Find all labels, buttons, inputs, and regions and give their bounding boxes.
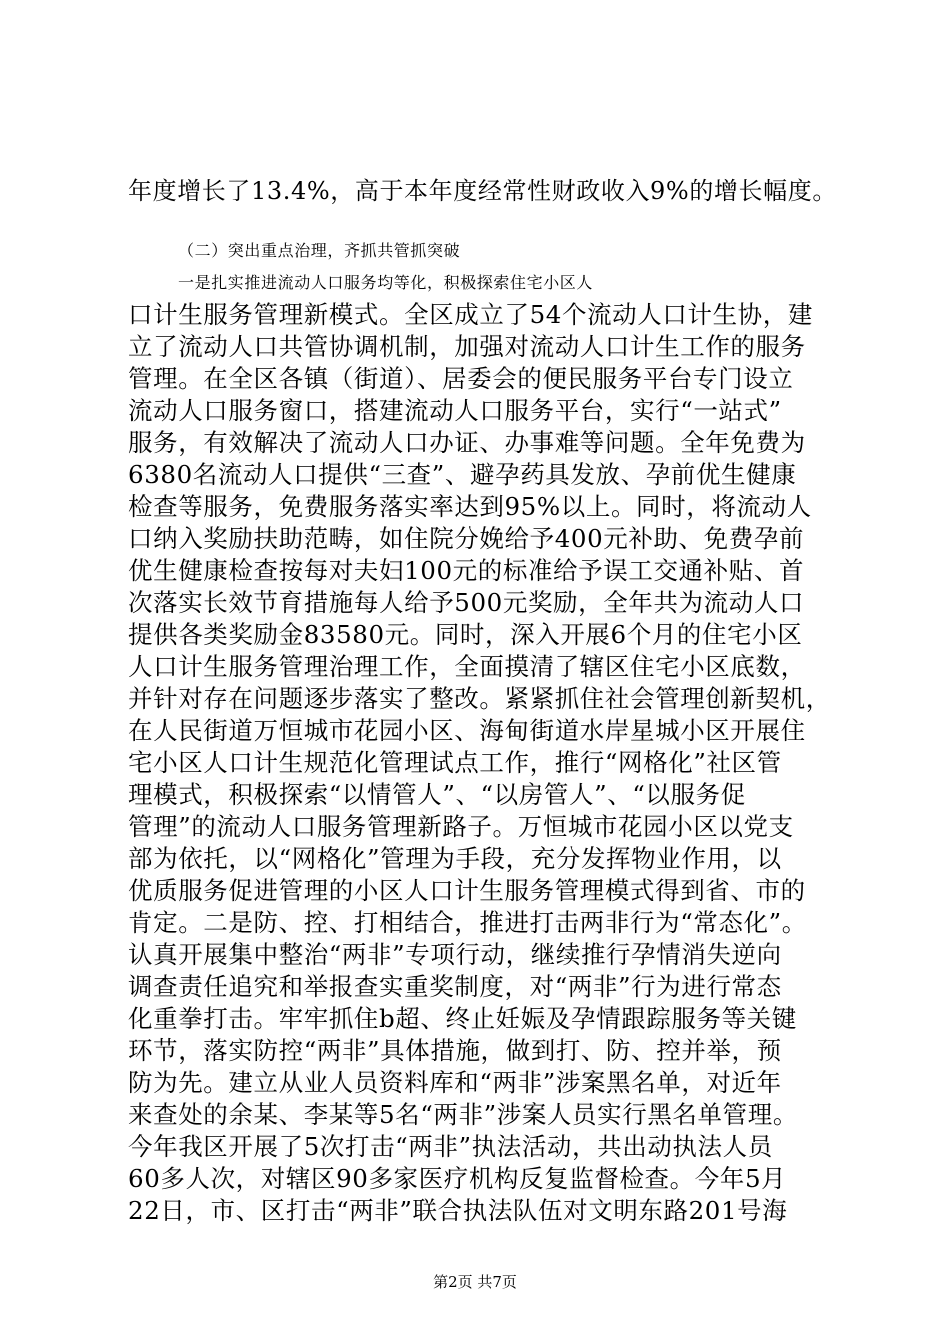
paragraph-line: 次落实长效节育措施每人给予500元奖励，全年共为流动人口: [128, 588, 805, 617]
paragraph-line: 服务，有效解决了流动人口办证、办事难等问题。全年免费为: [128, 428, 806, 457]
paragraph-line: 6380名流动人口提供“三查”、避孕药具发放、孕前优生健康: [128, 460, 797, 489]
paragraph-line: 部为依托，以“网格化”管理为手段，充分发挥物业作用，以: [128, 844, 782, 873]
paragraph-line: 一是扎实推进流动人口服务均等化，积极探索住宅小区人: [178, 273, 594, 292]
paragraph-line: 优生健康检查按每对夫妇100元的标准给予误工交通补贴、首: [128, 556, 805, 585]
paragraph-line: 立了流动人口共管协调机制，加强对流动人口计生工作的服务: [128, 332, 806, 361]
paragraph-line: 流动人口服务窗口，搭建流动人口服务平台，实行“一站式”: [128, 396, 782, 425]
paragraph-line: 宅小区人口计生规范化管理试点工作，推行“网格化”社区管: [128, 748, 782, 777]
paragraph-line: 提供各类奖励金83580元。同时，深入开展6个月的住宅小区: [128, 620, 803, 649]
paragraph-line: 环节，落实防控“两非”具体措施，做到打、防、控并举，预: [128, 1036, 782, 1065]
paragraph-line: 优质服务促进管理的小区人口计生服务管理模式得到省、市的: [128, 876, 806, 905]
paragraph-line: 管理”的流动人口服务管理新路子。万恒城市花园小区以党支: [128, 812, 794, 841]
paragraph-line: 调查责任追究和举报查实重奖制度，对“两非”行为进行常态: [128, 972, 782, 1001]
paragraph-line: 人口计生服务管理治理工作，全面摸清了辖区住宅小区底数，: [128, 652, 806, 681]
paragraph-line: 口计生服务管理新模式。全区成立了54个流动人口计生协，建: [128, 300, 813, 329]
paragraph-line: 检查等服务，免费服务落实率达到95%以上。同时，将流动人: [128, 492, 812, 521]
paragraph-line: 60多人次，对辖区90多家医疗机构反复监督检查。今年5月: [128, 1164, 787, 1193]
paragraph-line: 口纳入奖励扶助范畴，如住院分娩给予400元补助、免费孕前: [128, 524, 805, 553]
paragraph-line: 防为先。建立从业人员资料库和“两非”涉案黑名单，对近年: [128, 1068, 782, 1097]
section-heading: （二）突出重点治理，齐抓共管抓突破: [178, 241, 461, 260]
paragraph-line: 化重拳打击。牢牢抓住b超、终止妊娠及孕情跟踪服务等关键: [128, 1004, 797, 1033]
paragraph-line: 管理。在全区各镇（街道）、居委会的便民服务平台专门设立: [128, 364, 794, 393]
paragraph-line: 认真开展集中整治“两非”专项行动，继续推行孕情消失逆向: [128, 940, 782, 969]
paragraph-line: 22日，市、区打击“两非”联合执法队伍对文明东路201号海: [128, 1196, 788, 1225]
paragraph-line: 并针对存在问题逐步落实了整改。紧紧抓住社会管理创新契机，: [128, 684, 831, 713]
paragraph-line: 理模式，积极探索“以情管人”、“以房管人”、“以服务促: [128, 780, 746, 809]
paragraph-line: 年度增长了13.4%，高于本年度经常性财政收入9%的增长幅度。: [128, 177, 837, 205]
paragraph-line: 今年我区开展了5次打击“两非”执法活动，共出动执法人员: [128, 1132, 773, 1161]
paragraph-line: 来查处的余某、李某等5名“两非”涉案人员实行黑名单管理。: [128, 1100, 798, 1129]
paragraph-line: 肯定。二是防、控、打相结合，推进打击两非行为“常态化”。: [128, 908, 807, 937]
page-footer: 第2页 共7页: [433, 1273, 517, 1291]
paragraph-line: 在人民街道万恒城市花园小区、海甸街道水岸星城小区开展住: [128, 716, 806, 745]
